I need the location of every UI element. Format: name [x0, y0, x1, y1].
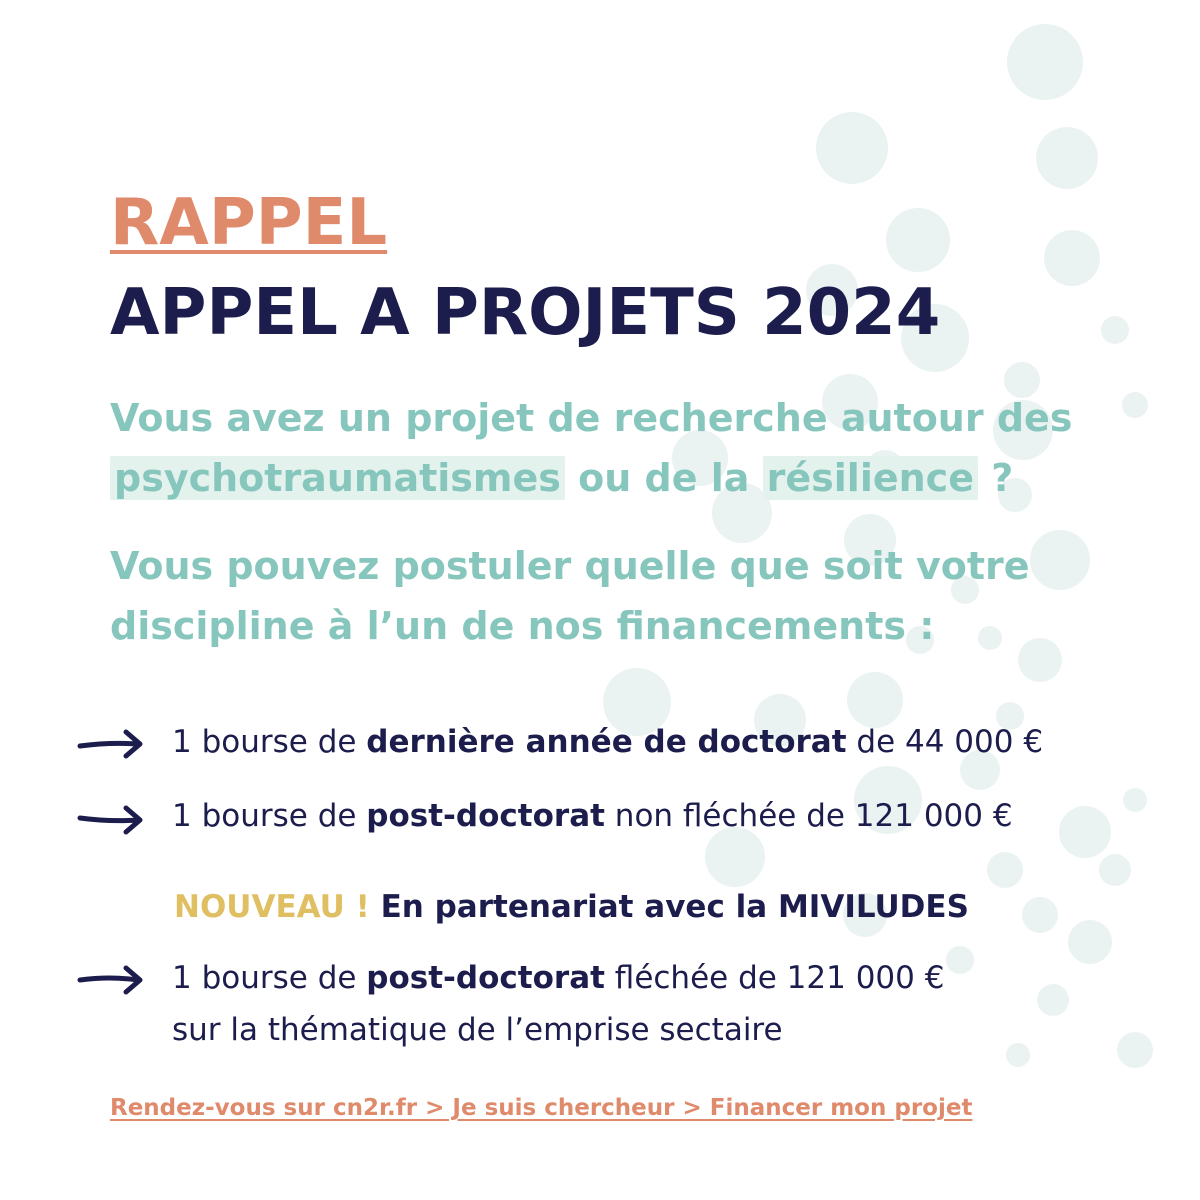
new-label: NOUVEAU !: [174, 889, 370, 925]
grant-type: dernière année de doctorat: [366, 724, 847, 760]
intro-connector: ou de la: [564, 456, 763, 500]
intro-question: [110, 388, 1100, 508]
grant-type: post-doctorat: [366, 960, 605, 996]
partnership-text: En partenariat avec la MIVILUDES: [380, 889, 969, 925]
arrow-right-icon: [76, 722, 146, 766]
grant-item: [172, 716, 1043, 768]
partnership-line: [174, 884, 969, 930]
reminder-heading: RAPPEL: [110, 186, 388, 260]
grant-item-miviludes: [172, 952, 944, 1056]
grant-theme: sur la thématique de l’emprise sectaire: [172, 1012, 783, 1048]
intro-question-mark: ?: [977, 456, 1014, 500]
grant-prefix: 1 bourse de: [172, 724, 367, 760]
footer-link[interactable]: Rendez-vous sur cn2r.fr > Je suis chercheur > Financer mon projet: [110, 1095, 973, 1121]
grant-amount: de 44 000 €: [846, 724, 1044, 760]
grant-item: [172, 790, 1013, 842]
intro-question-prefix: Vous avez un projet de recherche autour des: [110, 396, 1073, 440]
keyword-resilience: résilience: [763, 456, 978, 500]
page-title: APPEL A PROJETS 2024: [110, 276, 941, 350]
grant-prefix: 1 bourse de: [172, 960, 367, 996]
grant-amount: fléchée de 121 000 €: [604, 960, 945, 996]
intro-apply-text: Vous pouvez postuler quelle que soit votre discipline à l’un de nos financements :: [110, 544, 1030, 648]
grant-amount: non fléchée de 121 000 €: [604, 798, 1013, 834]
arrow-right-icon: [76, 798, 146, 842]
keyword-psychotraumatismes: psychotraumatismes: [110, 456, 565, 500]
grant-type: post-doctorat: [366, 798, 605, 834]
grant-prefix: 1 bourse de: [172, 798, 367, 834]
arrow-right-icon: [76, 958, 146, 1002]
